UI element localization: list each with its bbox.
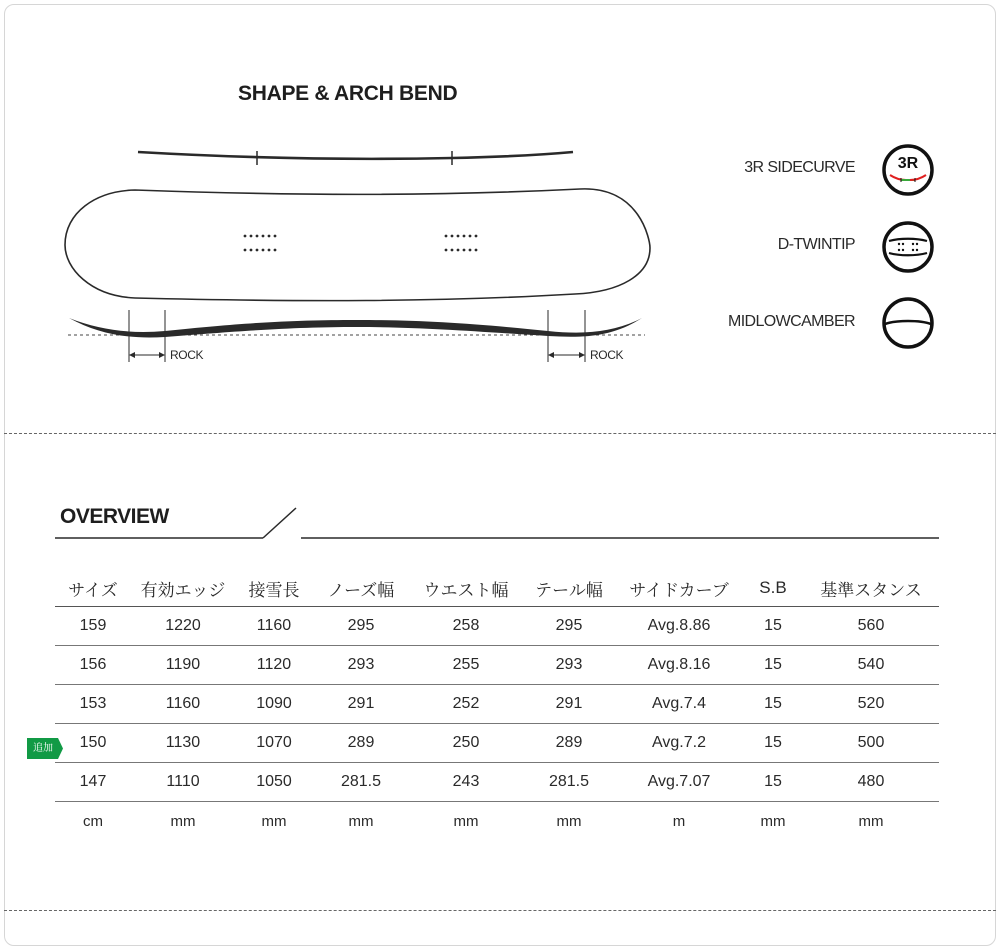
table-cell: 289: [523, 724, 615, 763]
table-cell: 15: [743, 646, 803, 685]
unit-cell: m: [672, 812, 686, 830]
spec-table: [55, 570, 939, 840]
table-cell: 500: [803, 724, 939, 763]
table-cell: 1160: [131, 685, 235, 724]
table-cell: 250: [409, 724, 523, 763]
overview-heading-rule: [0, 500, 1000, 545]
header-size: サイズ: [55, 570, 131, 607]
3r-sidecurve-icon: [880, 142, 936, 198]
table-cell: 15: [743, 724, 803, 763]
table-cell: 147: [55, 763, 131, 802]
units-row: [55, 802, 939, 841]
header-contact-length: 接雪長: [235, 570, 313, 607]
table-cell: 560: [803, 607, 939, 646]
table-cell: 156: [55, 646, 131, 685]
unit-cell: mm: [170, 812, 196, 830]
table-header-row: [55, 570, 939, 607]
table-cell: 153: [55, 685, 131, 724]
table-cell: 1160: [235, 607, 313, 646]
table-cell: 289: [313, 724, 409, 763]
section-divider: [4, 433, 996, 434]
insert-pattern-rear: [445, 235, 478, 252]
header-waist-width: ウエスト幅: [409, 570, 523, 607]
table-cell: 295: [313, 607, 409, 646]
table-cell: 1220: [131, 607, 235, 646]
overview-title: OVERVIEW: [60, 505, 169, 528]
feature-label-midlowcamber: MIDLOWCAMBER: [727, 313, 855, 330]
unit-cell: mm: [348, 812, 374, 830]
bottom-divider: [4, 910, 996, 911]
table-row: [55, 646, 939, 685]
header-nose-width: ノーズ幅: [313, 570, 409, 607]
table-cell: 281.5: [313, 763, 409, 802]
table-cell: 252: [409, 685, 523, 724]
unit-cell: mm: [261, 812, 287, 830]
header-sidecurve: サイドカーブ: [615, 570, 743, 607]
board-side-profile: [138, 152, 573, 159]
table-cell: Avg.7.2: [615, 724, 743, 763]
feature-label-d-twintip: D-TWINTIP: [777, 236, 855, 253]
3r-icon-text: 3R: [897, 155, 919, 172]
table-cell: 150: [55, 724, 131, 763]
unit-cell: mm: [453, 812, 479, 830]
feature-label-3r-sidecurve: 3R SIDECURVE: [744, 159, 855, 176]
table-cell: 540: [803, 646, 939, 685]
header-tail-width: テール幅: [523, 570, 615, 607]
table-cell: 159: [55, 607, 131, 646]
table-cell: 291: [313, 685, 409, 724]
header-stance: 基準スタンス: [803, 570, 939, 607]
insert-pattern-front: [244, 235, 277, 252]
table-cell: 1110: [131, 763, 235, 802]
shape-section-title: SHAPE & ARCH BEND: [238, 82, 458, 105]
board-diagram: [0, 0, 1000, 440]
unit-cell: cm: [83, 812, 103, 830]
badge-label: 追加: [33, 743, 53, 754]
rock-label-left: ROCK: [170, 348, 204, 362]
table-cell: 255: [409, 646, 523, 685]
table-row: [55, 607, 939, 646]
table-cell: 1050: [235, 763, 313, 802]
table-cell: 1070: [235, 724, 313, 763]
d-twintip-icon: [880, 219, 936, 275]
table-row: [55, 763, 939, 802]
table-cell: 1190: [131, 646, 235, 685]
header-setback: S.B: [743, 570, 803, 607]
table-cell: Avg.8.16: [615, 646, 743, 685]
table-cell: 1130: [131, 724, 235, 763]
table-cell: 258: [409, 607, 523, 646]
table-cell: 243: [409, 763, 523, 802]
camber-profile: [69, 318, 642, 337]
header-effective-edge: 有効エッジ: [131, 570, 235, 607]
board-outline: [65, 189, 650, 301]
table-cell: Avg.7.4: [615, 685, 743, 724]
table-cell: Avg.7.07: [615, 763, 743, 802]
table-cell: 1120: [235, 646, 313, 685]
table-row: [55, 685, 939, 724]
unit-cell: mm: [858, 812, 884, 830]
table-cell: Avg.8.86: [615, 607, 743, 646]
unit-cell: mm: [556, 812, 582, 830]
table-cell: 281.5: [523, 763, 615, 802]
table-cell: 291: [523, 685, 615, 724]
table-cell: 1090: [235, 685, 313, 724]
unit-cell: mm: [760, 812, 786, 830]
table-cell: 15: [743, 607, 803, 646]
table-row: [55, 724, 939, 763]
table-cell: 15: [743, 763, 803, 802]
new-size-badge: [27, 738, 63, 759]
table-cell: 293: [313, 646, 409, 685]
table-cell: 15: [743, 685, 803, 724]
table-cell: 520: [803, 685, 939, 724]
midlowcamber-icon: [880, 295, 936, 351]
rock-label-right: ROCK: [590, 348, 624, 362]
table-cell: 295: [523, 607, 615, 646]
table-cell: 293: [523, 646, 615, 685]
table-cell: 480: [803, 763, 939, 802]
